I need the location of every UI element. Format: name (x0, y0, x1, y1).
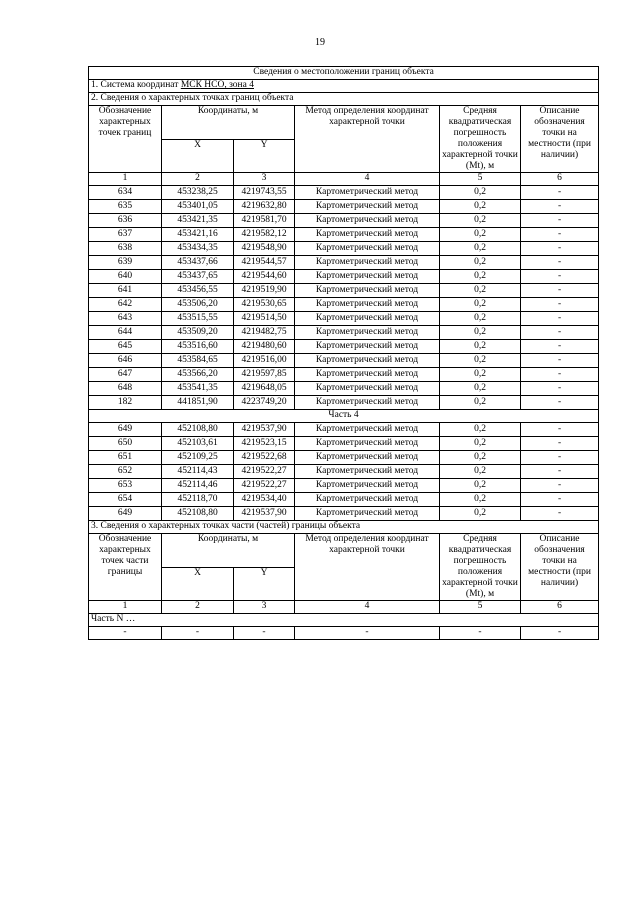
table-cell: 0,2 (440, 256, 521, 270)
table-cell: - (521, 284, 599, 298)
header-method: Метод определения координат характерной точки (295, 106, 440, 173)
table-row (89, 214, 599, 228)
table-cell: 4219522,68 (234, 451, 295, 465)
column-number: 2 (162, 173, 234, 186)
header-y: Y (234, 139, 295, 173)
table-cell: 452118,70 (162, 493, 234, 507)
table-cell: Картометрический метод (295, 312, 440, 326)
table-row (89, 228, 599, 242)
table-cell: 0,2 (440, 214, 521, 228)
table-row (89, 368, 599, 382)
table-cell: 0,2 (440, 423, 521, 437)
table-cell: Картометрический метод (295, 242, 440, 256)
table-cell: 0,2 (440, 284, 521, 298)
table-cell: Картометрический метод (295, 256, 440, 270)
table-cell: 453421,16 (162, 228, 234, 242)
table-cell: - (440, 627, 521, 640)
table-cell: 639 (89, 256, 162, 270)
table-cell: 453437,65 (162, 270, 234, 284)
coordinate-system-label: 1. Система координат (91, 80, 181, 90)
column-number: 5 (440, 173, 521, 186)
table-row (89, 186, 599, 200)
table-cell: 0,2 (440, 396, 521, 410)
coordinate-system-row (89, 80, 599, 93)
table-cell: Картометрический метод (295, 284, 440, 298)
table-cell: 0,2 (440, 437, 521, 451)
table-cell: Картометрический метод (295, 368, 440, 382)
table-cell: 4219480,60 (234, 340, 295, 354)
table-cell: 4223749,20 (234, 396, 295, 410)
table-row (89, 465, 599, 479)
table-cell: - (89, 627, 162, 640)
table-cell: - (521, 340, 599, 354)
table-cell: - (521, 228, 599, 242)
table-cell: - (521, 507, 599, 521)
column-numbers-row (89, 601, 599, 614)
column-number: 1 (89, 601, 162, 614)
table-cell: 0,2 (440, 270, 521, 284)
table-cell: 453515,55 (162, 312, 234, 326)
table-row (89, 284, 599, 298)
table-cell: Картометрический метод (295, 326, 440, 340)
column-number: 3 (234, 173, 295, 186)
column-number: 5 (440, 601, 521, 614)
table-cell: - (521, 186, 599, 200)
table-row (89, 242, 599, 256)
table-cell: 452114,43 (162, 465, 234, 479)
table-cell: 647 (89, 368, 162, 382)
table-cell: 452109,25 (162, 451, 234, 465)
page-number: 19 (315, 37, 325, 48)
table-cell: 4219648,05 (234, 382, 295, 396)
header-y: Y (234, 567, 295, 601)
table-row (89, 396, 599, 410)
table-cell: 453506,20 (162, 298, 234, 312)
table-row (89, 298, 599, 312)
header-coordinates: Координаты, м (162, 534, 295, 568)
table-cell: Картометрический метод (295, 298, 440, 312)
table-cell: 0,2 (440, 312, 521, 326)
column-numbers-row (89, 173, 599, 186)
table-cell: 453456,55 (162, 284, 234, 298)
table-cell: 453516,60 (162, 340, 234, 354)
table-cell: 645 (89, 340, 162, 354)
table-cell: 652 (89, 465, 162, 479)
table-cell: 653 (89, 479, 162, 493)
table-cell: 441851,90 (162, 396, 234, 410)
header-designation: Обозначение характерных точек части границы (89, 534, 162, 601)
table-cell: - (521, 479, 599, 493)
table-row (89, 200, 599, 214)
table-cell: 453541,35 (162, 382, 234, 396)
table-cell: 641 (89, 284, 162, 298)
part4-label: Часть 4 (89, 410, 599, 423)
table-cell: 0,2 (440, 326, 521, 340)
table-cell: 0,2 (440, 200, 521, 214)
table-cell: 4219537,90 (234, 423, 295, 437)
table-cell: 182 (89, 396, 162, 410)
table-cell: 453566,20 (162, 368, 234, 382)
table-cell: 453584,65 (162, 354, 234, 368)
table-cell: 651 (89, 451, 162, 465)
boundary-table (88, 66, 599, 640)
part-n-label: Часть N … (89, 614, 599, 627)
table-cell: 634 (89, 186, 162, 200)
table-row (89, 312, 599, 326)
table-cell: Картометрический метод (295, 437, 440, 451)
table-cell: 452103,61 (162, 437, 234, 451)
table-cell: 4219519,90 (234, 284, 295, 298)
table-cell: 0,2 (440, 465, 521, 479)
table-cell: 0,2 (440, 228, 521, 242)
table-cell: 453421,35 (162, 214, 234, 228)
table-cell: - (295, 627, 440, 640)
table-cell: 0,2 (440, 479, 521, 493)
table-cell: Картометрический метод (295, 423, 440, 437)
table-cell: - (521, 493, 599, 507)
table-row (89, 451, 599, 465)
table-cell: 0,2 (440, 451, 521, 465)
table-cell: 452108,80 (162, 507, 234, 521)
table-cell: 4219537,90 (234, 507, 295, 521)
table-cell: 0,2 (440, 368, 521, 382)
coordinate-system-value: МСК НСО, зона 4 (180, 80, 254, 90)
table-cell: 452108,80 (162, 423, 234, 437)
table-cell: Картометрический метод (295, 465, 440, 479)
table-cell: 4219516,00 (234, 354, 295, 368)
column-number: 4 (295, 173, 440, 186)
table-title: Сведения о местоположении границ объекта (89, 67, 599, 80)
table-cell: 4219530,65 (234, 298, 295, 312)
table-cell: - (521, 451, 599, 465)
table-row (89, 507, 599, 521)
table-cell: 4219544,60 (234, 270, 295, 284)
table-row (89, 382, 599, 396)
column-number: 1 (89, 173, 162, 186)
header-designation: Обозначение характерных точек границ (89, 106, 162, 173)
table-cell: Картометрический метод (295, 214, 440, 228)
table-cell: - (521, 298, 599, 312)
header-method: Метод определения координат характерной точки (295, 534, 440, 601)
table-cell: 453238,25 (162, 186, 234, 200)
table-cell: - (521, 214, 599, 228)
table-cell: Картометрический метод (295, 396, 440, 410)
table-cell: 0,2 (440, 354, 521, 368)
table-cell: 635 (89, 200, 162, 214)
table-cell: - (521, 423, 599, 437)
table-cell: 643 (89, 312, 162, 326)
table-cell: 4219632,80 (234, 200, 295, 214)
table-row (89, 256, 599, 270)
table-cell: Картометрический метод (295, 507, 440, 521)
table-cell: Картометрический метод (295, 186, 440, 200)
table-cell: 4219523,15 (234, 437, 295, 451)
table-cell: 636 (89, 214, 162, 228)
table-cell: 0,2 (440, 507, 521, 521)
table-cell: 644 (89, 326, 162, 340)
table-cell: 453509,20 (162, 326, 234, 340)
table-cell: - (521, 312, 599, 326)
table-cell: - (521, 382, 599, 396)
table-cell: 4219548,90 (234, 242, 295, 256)
table-cell: 0,2 (440, 382, 521, 396)
table-cell: Картометрический метод (295, 228, 440, 242)
header-error: Средняя квадратическая погрешность положения характерной точки (Mt), м (440, 106, 521, 173)
table-cell: - (521, 627, 599, 640)
table-cell: 4219544,57 (234, 256, 295, 270)
table-row (89, 423, 599, 437)
table-cell: 638 (89, 242, 162, 256)
boundary-table-body (89, 67, 599, 640)
table-cell: - (521, 354, 599, 368)
table-cell: 0,2 (440, 493, 521, 507)
table-row (89, 340, 599, 354)
column-number: 2 (162, 601, 234, 614)
table-cell: 0,2 (440, 298, 521, 312)
table-cell: 4219514,50 (234, 312, 295, 326)
table-cell: - (162, 627, 234, 640)
table-cell: Картометрический метод (295, 382, 440, 396)
header-description: Описание обозначения точки на местности (при наличии) (521, 534, 599, 601)
column-number: 4 (295, 601, 440, 614)
header-x: X (162, 139, 234, 173)
empty-row (89, 627, 599, 640)
header-error: Средняя квадратическая погрешность положения характерной точки (Mt), м (440, 534, 521, 601)
table-cell: 4219482,75 (234, 326, 295, 340)
table-cell: 0,2 (440, 340, 521, 354)
table-cell: 4219581,70 (234, 214, 295, 228)
column-number: 6 (521, 173, 599, 186)
table-cell: Картометрический метод (295, 354, 440, 368)
table-row (89, 437, 599, 451)
table-cell: Картометрический метод (295, 451, 440, 465)
table-cell: - (521, 326, 599, 340)
table-row (89, 493, 599, 507)
table-cell: 4219522,27 (234, 465, 295, 479)
table-cell: 649 (89, 423, 162, 437)
column-number: 3 (234, 601, 295, 614)
table-cell: 453434,35 (162, 242, 234, 256)
table-cell: 646 (89, 354, 162, 368)
header-coordinates: Координаты, м (162, 106, 295, 140)
table-cell: 0,2 (440, 186, 521, 200)
table-cell: Картометрический метод (295, 200, 440, 214)
table-cell: - (521, 242, 599, 256)
table-cell: - (521, 256, 599, 270)
table-cell: - (234, 627, 295, 640)
header-description: Описание обозначения точки на местности (при наличии) (521, 106, 599, 173)
table-cell: - (521, 200, 599, 214)
table-cell: 4219743,55 (234, 186, 295, 200)
table-cell: 654 (89, 493, 162, 507)
table-cell: 649 (89, 507, 162, 521)
table-cell: 650 (89, 437, 162, 451)
column-number: 6 (521, 601, 599, 614)
table-row (89, 270, 599, 284)
table-cell: - (521, 368, 599, 382)
table-cell: Картометрический метод (295, 479, 440, 493)
table-cell: - (521, 396, 599, 410)
table-cell: 4219534,40 (234, 493, 295, 507)
section3-title: 3. Сведения о характерных точках части (частей) границы объекта (89, 521, 599, 534)
table-cell: 0,2 (440, 242, 521, 256)
header-x: X (162, 567, 234, 601)
table-cell: 453437,66 (162, 256, 234, 270)
table-cell: - (521, 270, 599, 284)
table-cell: 453401,05 (162, 200, 234, 214)
table-cell: 452114,46 (162, 479, 234, 493)
table-cell: - (521, 437, 599, 451)
table-cell: 4219597,85 (234, 368, 295, 382)
table-cell: 637 (89, 228, 162, 242)
table-cell: - (521, 465, 599, 479)
table-row (89, 354, 599, 368)
table-cell: 648 (89, 382, 162, 396)
table-row (89, 326, 599, 340)
table-row (89, 479, 599, 493)
table-cell: 4219522,27 (234, 479, 295, 493)
section2-title: 2. Сведения о характерных точках границ объекта (89, 93, 599, 106)
table-cell: 640 (89, 270, 162, 284)
table-cell: Картометрический метод (295, 493, 440, 507)
table-cell: 642 (89, 298, 162, 312)
table-cell: Картометрический метод (295, 270, 440, 284)
table-cell: 4219582,12 (234, 228, 295, 242)
table-cell: Картометрический метод (295, 340, 440, 354)
